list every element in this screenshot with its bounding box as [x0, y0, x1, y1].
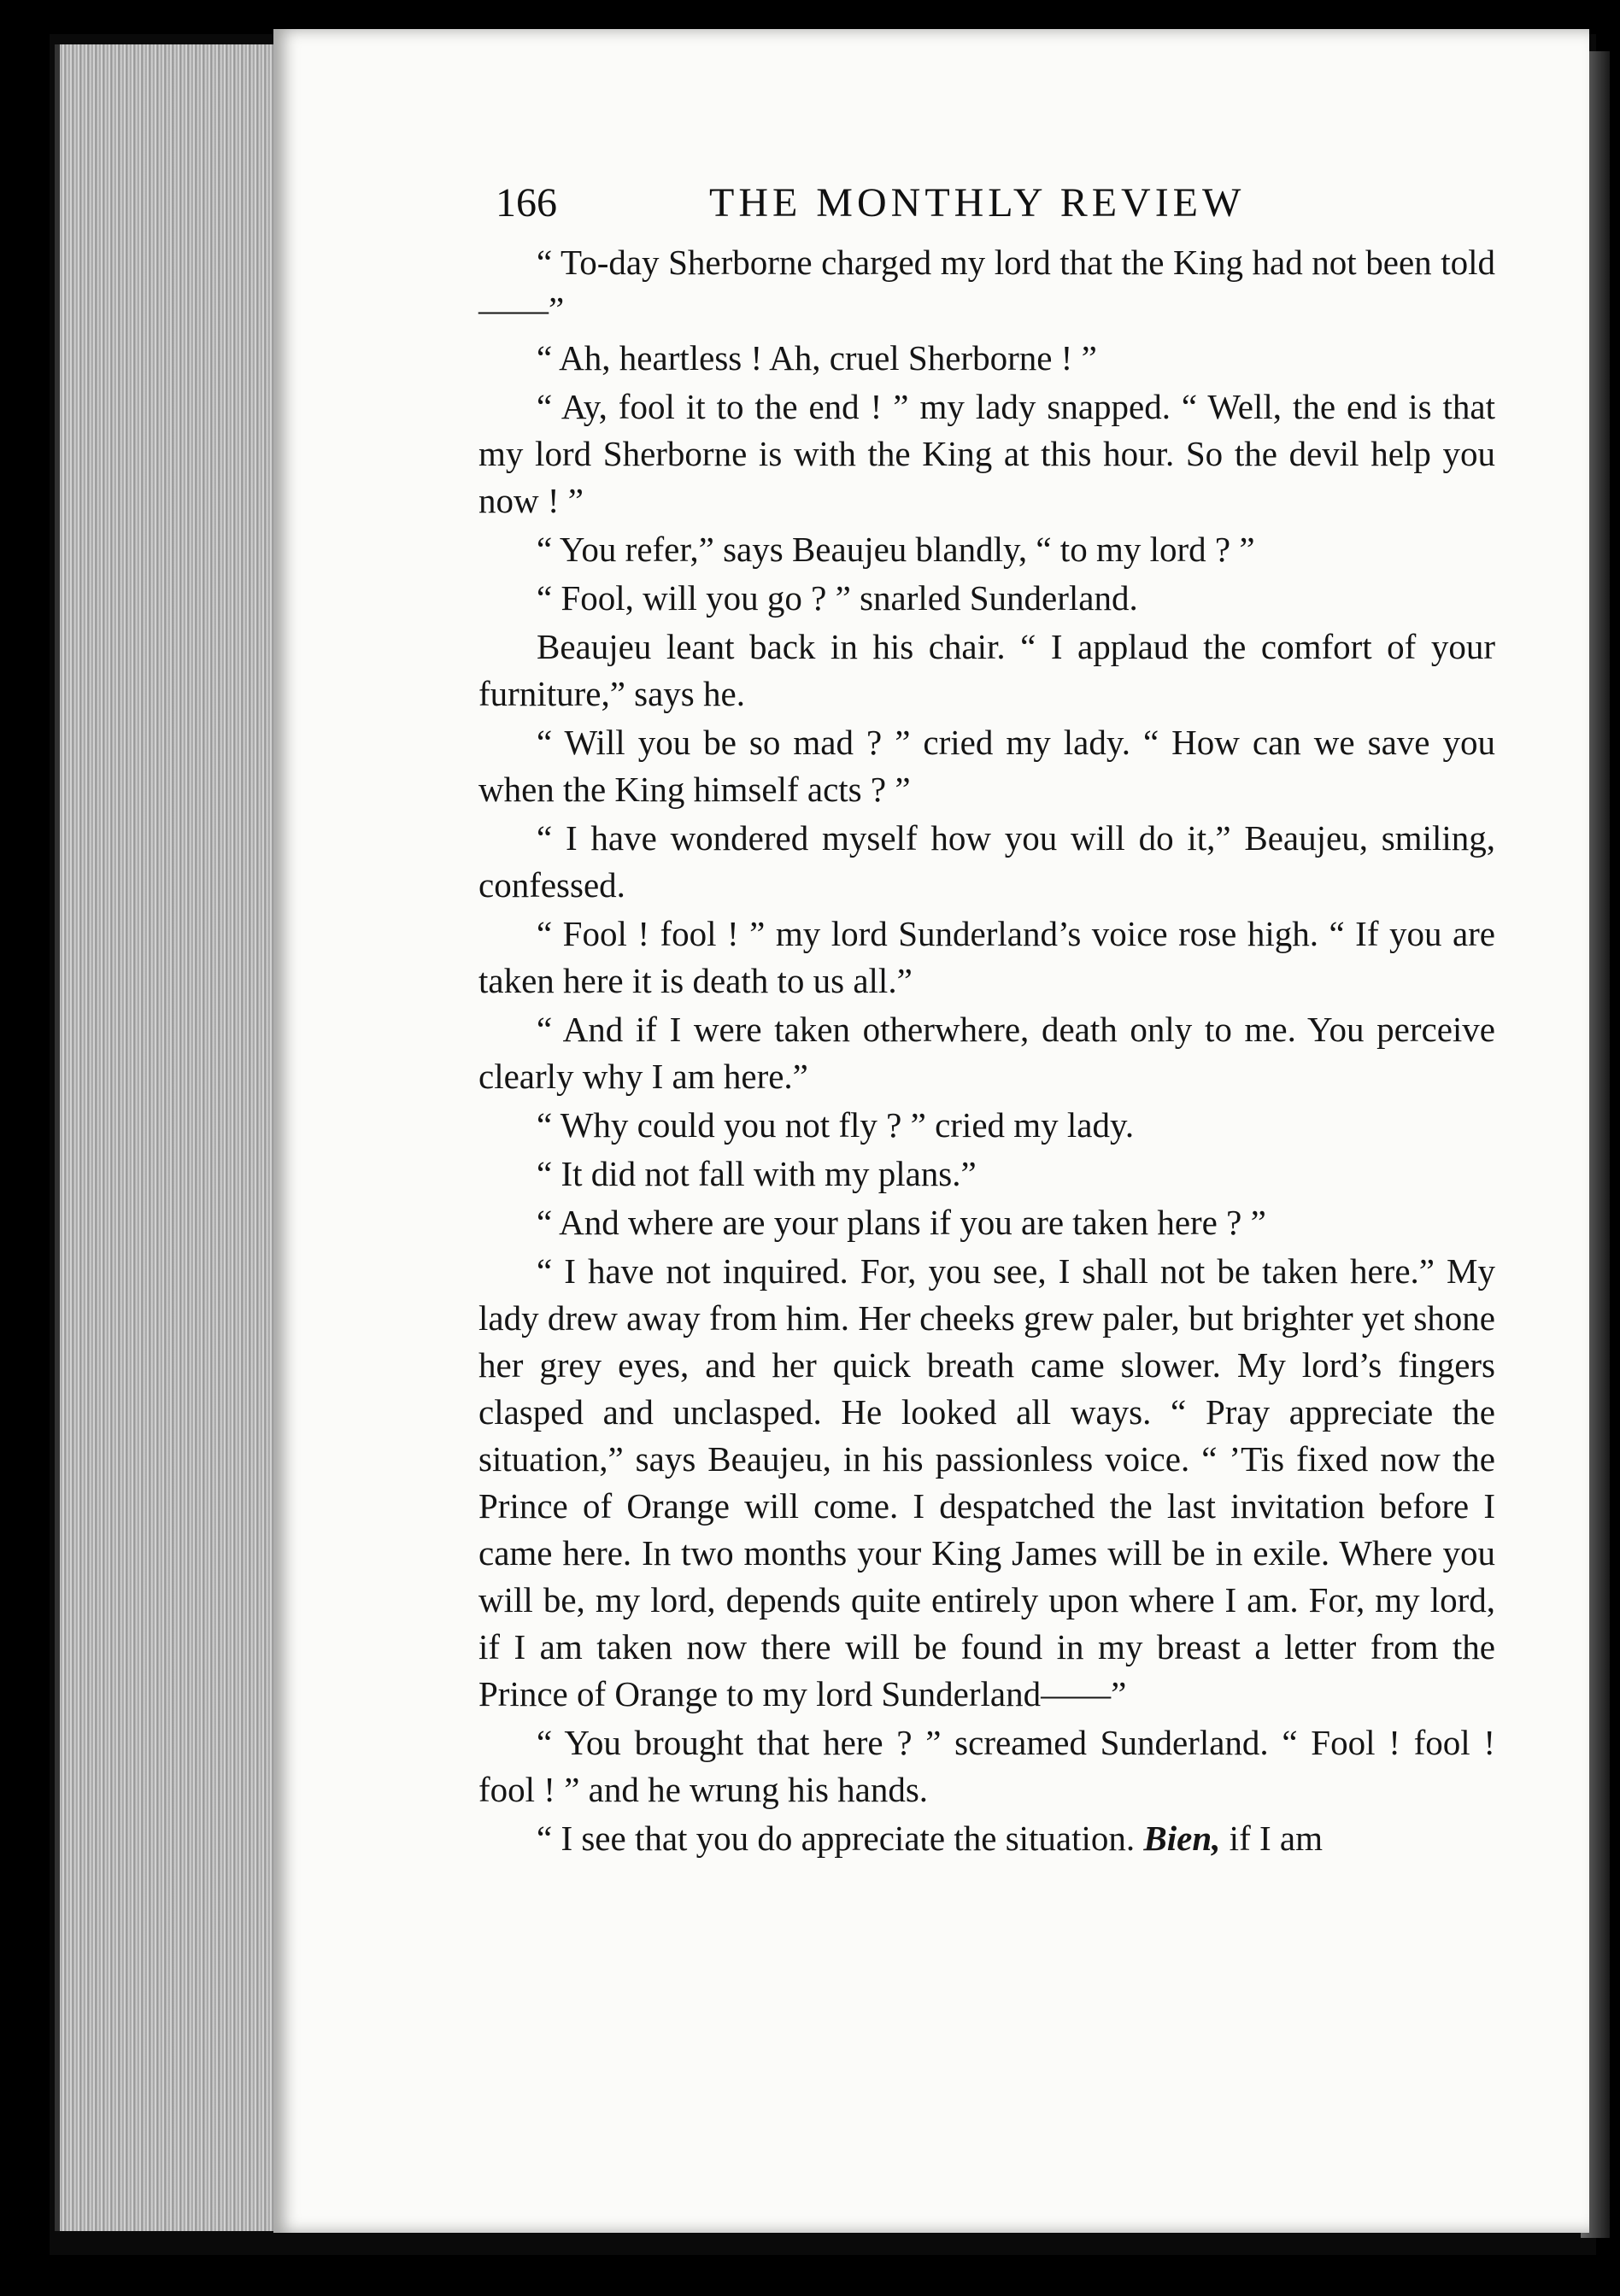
last-paragraph-start: “ I see that you do appreciate the situation.: [537, 1819, 1144, 1858]
paragraph: “ I have wondered myself how you will do it,” Beaujeu, smiling, confessed.: [478, 818, 1495, 905]
running-head: THE MONTHLY REVIEW: [709, 180, 1246, 226]
paragraph: “ I have not inquired. For, you see, I shall not be taken here.” My lady drew away from him. Her cheeks grew paler, but brighter yet shone her grey eyes, and her quick breath came slower. My lord’s fingers clasped and unclasped. He looked all ways. “ Pray appreciate the situation,” says Beaujeu, in his passionless voice. “ ’Tis fixed now the Prince of Orange will come. I despatched the last invitation before I came here. In two months your King James will be in exile. Where you will be, my lord, depends quite entirely upon where I am. For, my lord, if I am taken now there will be found in my breast a letter from the Prince of Orange to my lord Sunderland——”: [478, 1251, 1495, 1713]
paragraph: “ Ay, fool it to the end ! ” my lady snapped. “ Well, the end is that my lord Sherborne is with the King at this hour. So the devil help you now ! ”: [478, 387, 1495, 520]
paragraph: “ Will you be so mad ? ” cried my lady. “ How can we save you when the King himself acts ? ”: [478, 723, 1495, 809]
paragraph: “ Ah, heartless ! Ah, cruel Sherborne ! ”: [537, 338, 1097, 378]
page-edges: [55, 44, 291, 2231]
last-paragraph-end: if I am: [1220, 1819, 1323, 1858]
paragraph: “ To-day Sherborne charged my lord that the King had not been told——”: [478, 243, 1495, 329]
paragraph: Beaujeu leant back in his chair. “ I applaud the comfort of your furniture,” says he.: [478, 627, 1495, 713]
paragraph: “ Fool, will you go ? ” snarled Sunderland.: [537, 578, 1138, 618]
page-number: 166: [496, 180, 557, 226]
paragraph: “ Fool ! fool ! ” my lord Sunderland’s voice rose high. “ If you are taken here it is death to us all.”: [478, 914, 1495, 1000]
paragraph: “ You brought that here ? ” screamed Sunderland. “ Fool ! fool ! fool ! ” and he wrung his hands.: [478, 1723, 1495, 1809]
italic-word: Bien,: [1143, 1819, 1221, 1858]
body-text: [478, 239, 1495, 1864]
paragraph: “ And if I were taken otherwhere, death only to me. You perceive clearly why I am here.”: [478, 1010, 1495, 1096]
page-header: [496, 179, 1589, 248]
paragraph: “ It did not fall with my plans.”: [537, 1154, 977, 1193]
paragraph: “ You refer,” says Beaujeu blandly, “ to my lord ? ”: [537, 530, 1255, 569]
paragraph-last: [478, 1815, 1495, 1862]
paragraph: “ Why could you not fly ? ” cried my lady.: [537, 1105, 1135, 1145]
paragraph: “ And where are your plans if you are taken here ? ”: [537, 1203, 1266, 1242]
